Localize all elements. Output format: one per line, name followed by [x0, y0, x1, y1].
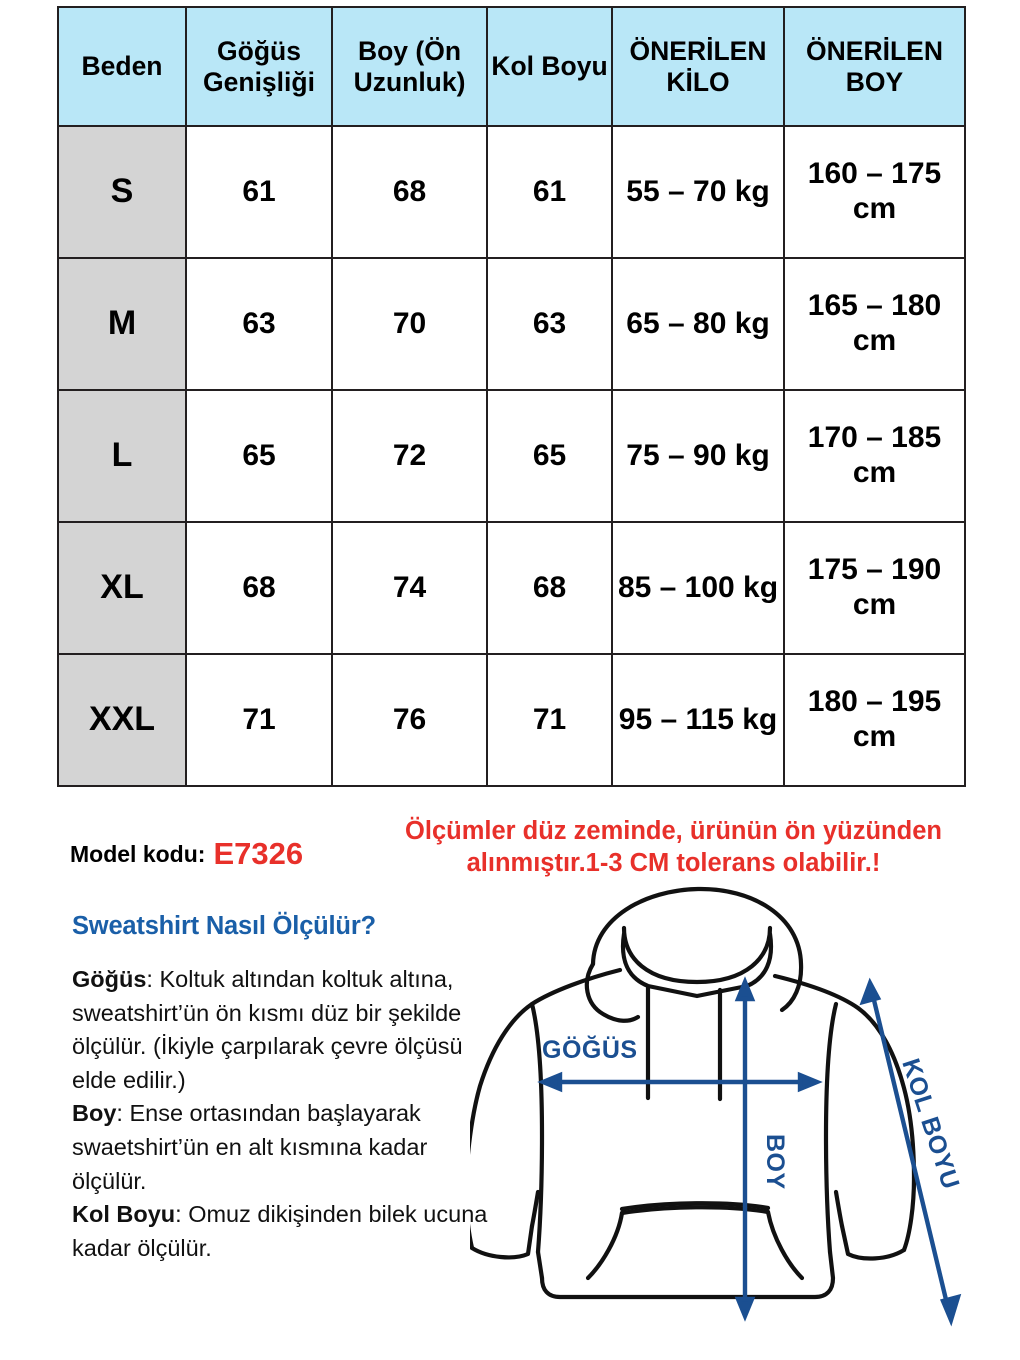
length-measure-arrow-icon	[738, 982, 752, 1316]
how-to-measure-title: Sweatshirt Nasıl Ölçülür?	[72, 912, 376, 940]
cell-chest: 68	[186, 522, 332, 654]
hoodie-illustration-icon	[470, 889, 914, 1297]
cell-height: 180 – 195 cm	[784, 654, 965, 786]
cell-size: XXL	[58, 654, 186, 786]
cell-length: 76	[332, 654, 487, 786]
measure-instruction-chest	[72, 963, 502, 1097]
cell-height: 160 – 175 cm	[784, 126, 965, 258]
cell-sleeve: 71	[487, 654, 612, 786]
measure-text-sleeve: Omuz dikişinden bilek ucuna kadar ölçülür.	[72, 1201, 488, 1261]
cell-chest: 61	[186, 126, 332, 258]
cell-weight: 65 – 80 kg	[612, 258, 784, 390]
cell-sleeve: 61	[487, 126, 612, 258]
sleeve-label: KOL BOYU	[896, 1055, 965, 1193]
model-code-label: Model kodu:	[70, 841, 206, 867]
cell-sleeve: 63	[487, 258, 612, 390]
hoodie-measurement-diagram	[470, 886, 1015, 1360]
cell-chest: 63	[186, 258, 332, 390]
cell-height: 170 – 185 cm	[784, 390, 965, 522]
length-label: BOY	[761, 1134, 789, 1190]
cell-weight: 85 – 100 kg	[612, 522, 784, 654]
measure-sep: :	[146, 966, 160, 992]
model-code	[70, 836, 370, 872]
cell-length: 70	[332, 258, 487, 390]
table-row	[58, 522, 965, 654]
measure-instruction-sleeve	[72, 1198, 502, 1265]
tolerance-note: Ölçümler düz zeminde, ürünün ön yüzünden alınmıştır.1-3 CM tolerans olabilir.!	[405, 817, 942, 877]
measure-text-chest: Koltuk altından koltuk altına, sweatshirt’ün ön kısmı düz bir şekilde ölçülür. (İkiyle çarpılarak çevre ölçüsü elde edilir.)	[72, 966, 463, 1093]
cell-height: 175 – 190 cm	[784, 522, 965, 654]
measure-term-length: Boy	[72, 1100, 117, 1127]
table-row	[58, 390, 965, 522]
cell-length: 74	[332, 522, 487, 654]
cell-sleeve: 65	[487, 390, 612, 522]
column-header-kol-boyu: Kol Boyu	[487, 7, 612, 126]
table-row	[58, 126, 965, 258]
cell-weight: 75 – 90 kg	[612, 390, 784, 522]
table-header-row	[58, 7, 965, 126]
cell-chest: 71	[186, 654, 332, 786]
cell-length: 68	[332, 126, 487, 258]
cell-length: 72	[332, 390, 487, 522]
cell-size: L	[58, 390, 186, 522]
column-header-boy: Boy (Ön Uzunluk)	[332, 7, 487, 126]
cell-sleeve: 68	[487, 522, 612, 654]
table-row	[58, 258, 965, 390]
cell-height: 165 – 180 cm	[784, 258, 965, 390]
measure-term-sleeve: Kol Boyu	[72, 1201, 176, 1228]
table-row	[58, 654, 965, 786]
cell-chest: 65	[186, 390, 332, 522]
cell-size: M	[58, 258, 186, 390]
how-to-measure-section	[72, 912, 502, 1265]
measure-instruction-length	[72, 1097, 502, 1198]
cell-weight: 95 – 115 kg	[612, 654, 784, 786]
measure-sep: :	[116, 1100, 130, 1127]
measure-text-length: Ense ortasından başlayarak swaetshirt’ün en alt kısmına kadar ölçülür.	[72, 1100, 428, 1194]
column-header-gogus: Göğüs Genişliği	[186, 7, 332, 126]
cell-weight: 55 – 70 kg	[612, 126, 784, 258]
column-header-beden: Beden	[58, 7, 186, 126]
measure-term-chest: Göğüs	[72, 966, 147, 992]
size-table	[57, 6, 966, 787]
measure-sep: :	[175, 1201, 189, 1228]
cell-size: S	[58, 126, 186, 258]
cell-size: XL	[58, 522, 186, 654]
model-code-value: E7326	[213, 836, 304, 871]
column-header-onerilen-boy: ÖNERİLEN BOY	[784, 7, 965, 126]
chest-measure-arrow-icon	[543, 1075, 817, 1089]
chest-label: GÖĞÜS	[542, 1036, 638, 1064]
column-header-onerilen-kilo: ÖNERİLEN KİLO	[612, 7, 784, 126]
